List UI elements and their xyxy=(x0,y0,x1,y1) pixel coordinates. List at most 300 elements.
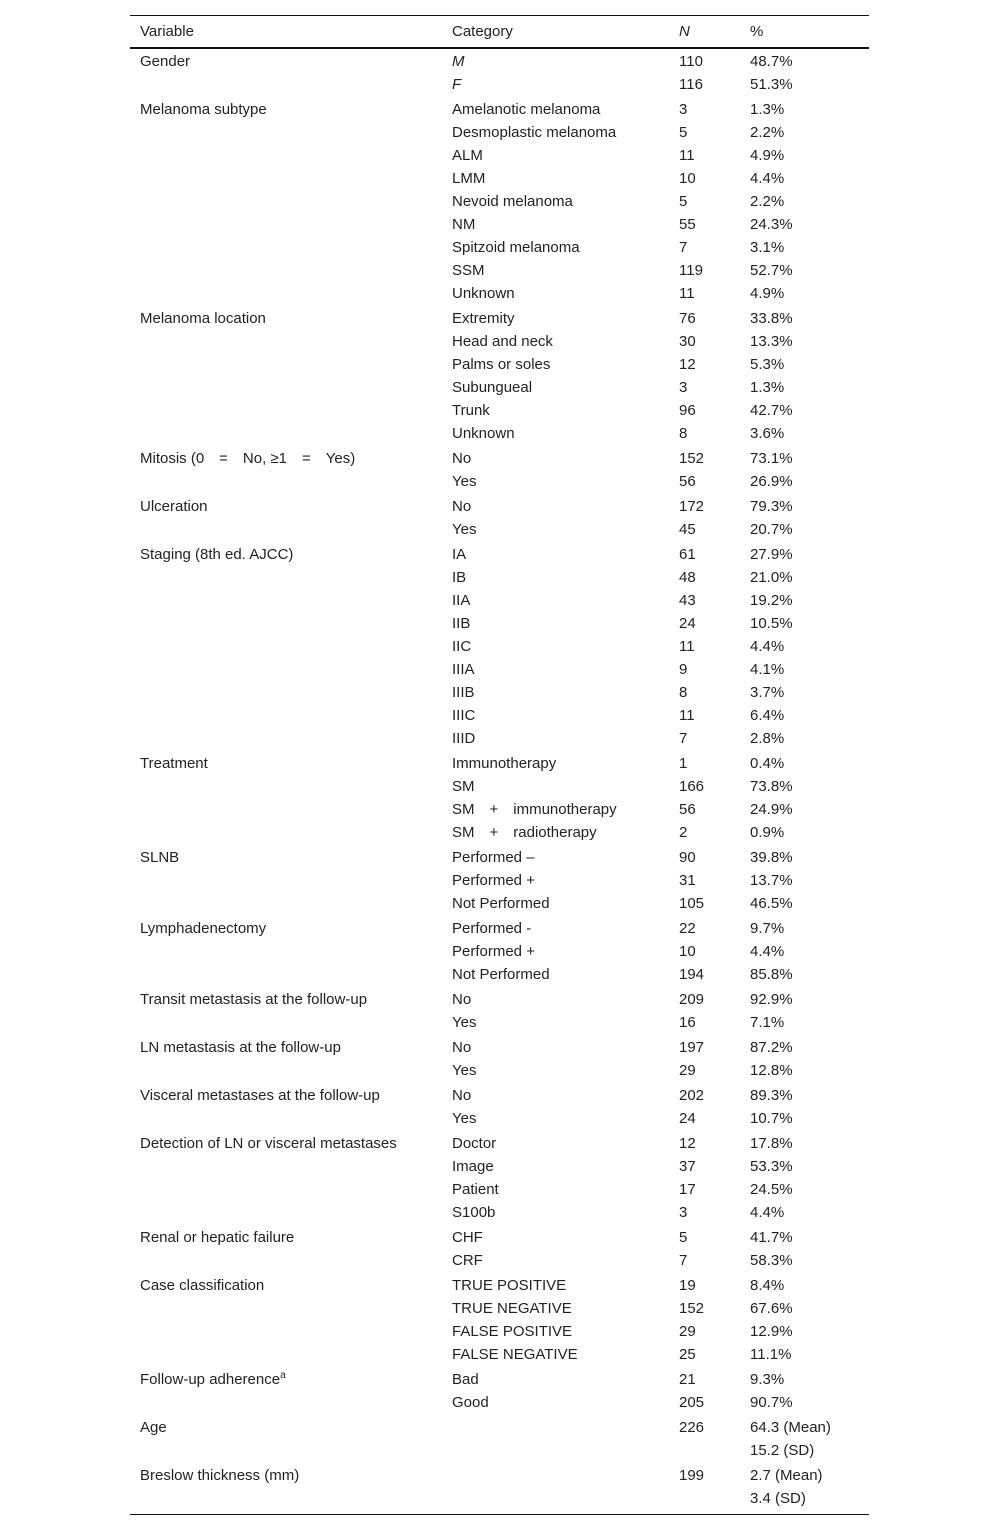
cell-variable xyxy=(130,750,442,775)
percent-value: 9.7% xyxy=(750,920,785,937)
cell-percent xyxy=(740,190,869,213)
table-row xyxy=(130,1059,869,1082)
cell-n: 29 xyxy=(679,1323,696,1340)
table-row xyxy=(130,144,869,167)
percent-value: 92.9% xyxy=(750,991,793,1008)
cell-percent xyxy=(740,445,869,470)
variable-label: Melanoma location xyxy=(140,310,266,327)
cell-percent xyxy=(740,73,869,96)
cell-category: Head and neck xyxy=(452,333,553,350)
cell-variable xyxy=(130,844,442,869)
cell-n: 5 xyxy=(679,124,688,141)
cell-n: 1 xyxy=(679,755,688,772)
cell-n: 17 xyxy=(679,1181,696,1198)
variable-label: Detection of LN or visceral metastases xyxy=(140,1135,397,1152)
cell-variable xyxy=(130,121,442,144)
cell-category: Doctor xyxy=(452,1135,497,1152)
cell-n: 11 xyxy=(679,147,695,164)
table-row xyxy=(130,259,869,282)
cell-variable xyxy=(130,798,442,821)
cell-percent xyxy=(740,1059,869,1082)
cell-variable xyxy=(130,635,442,658)
percent-value: 26.9% xyxy=(750,473,793,490)
cell-category: M xyxy=(452,53,465,70)
cell-percent xyxy=(740,236,869,259)
cell-n: 199 xyxy=(679,1467,705,1484)
cell-variable xyxy=(130,1201,442,1224)
cell-percent xyxy=(740,213,869,236)
cell-n: 202 xyxy=(679,1087,705,1104)
cell-percent xyxy=(740,1178,869,1201)
cell-percent xyxy=(740,821,869,844)
percent-value: 46.5% xyxy=(750,895,793,912)
cell-variable xyxy=(130,213,442,236)
cell-variable xyxy=(130,915,442,940)
cell-variable xyxy=(130,775,442,798)
cell-variable xyxy=(130,986,442,1011)
cell-category: Yes xyxy=(452,1014,477,1031)
cell-n: 90 xyxy=(679,849,696,866)
cell-n: 24 xyxy=(679,1110,696,1127)
cell-percent xyxy=(740,892,869,915)
cell-variable xyxy=(130,1391,442,1414)
cell-category: Trunk xyxy=(452,402,490,419)
cell-n: 55 xyxy=(679,216,696,233)
cell-variable xyxy=(130,470,442,493)
percent-value: 9.3% xyxy=(750,1371,785,1388)
cell-n: 105 xyxy=(679,895,705,912)
variable-label: LN metastasis at the follow-up xyxy=(140,1039,341,1056)
percent-value: 67.6% xyxy=(750,1300,793,1317)
percent-value: 10.5% xyxy=(750,615,793,632)
cell-percent xyxy=(740,1297,869,1320)
variable-label: Follow-up adherence xyxy=(140,1371,281,1388)
table-row xyxy=(130,1107,869,1130)
cell-variable xyxy=(130,1224,442,1249)
percent-value: 8.4% xyxy=(750,1277,785,1294)
table-row xyxy=(130,1391,869,1414)
cell-category: SM + radiotherapy xyxy=(452,824,597,841)
table-row xyxy=(130,1272,869,1297)
footnote-marker: a xyxy=(280,1370,286,1381)
cell-variable xyxy=(130,541,442,566)
cell-variable xyxy=(130,869,442,892)
variable-label: Ulceration xyxy=(140,498,208,515)
cell-percent xyxy=(740,963,869,986)
cell-category: Extremity xyxy=(452,310,515,327)
cell-category: Spitzoid melanoma xyxy=(452,239,580,256)
cell-category: Performed + xyxy=(452,872,535,889)
table-row xyxy=(130,190,869,213)
cell-category: Amelanotic melanoma xyxy=(452,101,601,118)
percent-value: 51.3% xyxy=(750,76,793,93)
table-row xyxy=(130,798,869,821)
percent-value: 3.1% xyxy=(750,239,785,256)
percent-value: 17.8% xyxy=(750,1135,793,1152)
percent-value: 13.3% xyxy=(750,333,793,350)
table-row xyxy=(130,493,869,518)
table-row xyxy=(130,213,869,236)
table-row xyxy=(130,1155,869,1178)
cell-variable xyxy=(130,1366,442,1391)
table-row xyxy=(130,121,869,144)
header-variable: Variable xyxy=(130,16,442,49)
percent-value: 10.7% xyxy=(750,1110,793,1127)
table-row xyxy=(130,399,869,422)
cell-percent xyxy=(740,282,869,305)
cell-category: CHF xyxy=(452,1229,483,1246)
cell-n: 24 xyxy=(679,615,696,632)
cell-category: No xyxy=(452,1039,472,1056)
variable-label: SLNB xyxy=(140,849,180,866)
cell-percent xyxy=(740,915,869,940)
cell-variable xyxy=(130,1107,442,1130)
percent-value: 0.9% xyxy=(750,824,785,841)
percent-value: 5.3% xyxy=(750,356,785,373)
table-row xyxy=(130,750,869,775)
cell-n: 172 xyxy=(679,498,705,515)
cell-variable xyxy=(130,422,442,445)
cell-n: 110 xyxy=(679,53,703,70)
cell-percent xyxy=(740,353,869,376)
cell-category: TRUE POSITIVE xyxy=(452,1277,567,1294)
table-row xyxy=(130,282,869,305)
percent-value: 27.9% xyxy=(750,546,793,563)
cell-category: IIIA xyxy=(452,661,475,678)
cell-percent xyxy=(740,1249,869,1272)
variable-label: Transit metastasis at the follow-up xyxy=(140,991,368,1008)
cell-n: 21 xyxy=(679,1371,696,1388)
cell-variable xyxy=(130,399,442,422)
cell-variable xyxy=(130,566,442,589)
cell-n: 7 xyxy=(679,239,688,256)
cell-percent xyxy=(740,376,869,399)
cell-n: 8 xyxy=(679,684,688,701)
cell-n: 61 xyxy=(679,546,696,563)
cell-percent xyxy=(740,844,869,869)
table-row xyxy=(130,1366,869,1391)
percent-value: 3.6% xyxy=(750,425,785,442)
cell-category: Unknown xyxy=(452,285,515,302)
table-row xyxy=(130,1224,869,1249)
cell-category: Performed - xyxy=(452,920,532,937)
table-row xyxy=(130,1343,869,1366)
cell-variable xyxy=(130,1155,442,1178)
table-row xyxy=(130,727,869,750)
cell-n: 11 xyxy=(679,707,695,724)
percent-value: 7.1% xyxy=(750,1014,785,1031)
cell-category xyxy=(442,1462,669,1515)
percent-value: 4.4% xyxy=(750,638,785,655)
cell-n: 76 xyxy=(679,310,696,327)
cell-n: 96 xyxy=(679,402,696,419)
cell-percent xyxy=(740,330,869,353)
cell-n: 166 xyxy=(679,778,705,795)
cell-percent xyxy=(740,1366,869,1391)
cell-n: 48 xyxy=(679,569,696,586)
cell-variable xyxy=(130,1462,442,1515)
cell-variable xyxy=(130,330,442,353)
cell-category: Performed + xyxy=(452,943,535,960)
cell-variable xyxy=(130,282,442,305)
percent-value: 12.8% xyxy=(750,1062,793,1079)
cell-category: Not Performed xyxy=(452,966,550,983)
cell-percent xyxy=(740,305,869,330)
percent-value: 3.7% xyxy=(750,684,785,701)
table-row xyxy=(130,869,869,892)
variable-label: Visceral metastases at the follow-up xyxy=(140,1087,380,1104)
percent-value: 2.7 (Mean) xyxy=(750,1467,823,1484)
table-row xyxy=(130,305,869,330)
header-percent: % xyxy=(740,16,869,49)
percent-value: 12.9% xyxy=(750,1323,793,1340)
cell-variable xyxy=(130,892,442,915)
variable-label: Melanoma subtype xyxy=(140,101,267,118)
table-row xyxy=(130,589,869,612)
percent-value: 58.3% xyxy=(750,1252,793,1269)
cell-percent xyxy=(740,612,869,635)
cell-percent xyxy=(740,259,869,282)
table-row xyxy=(130,844,869,869)
cell-category: Yes xyxy=(452,521,477,538)
percent-value: 13.7% xyxy=(750,872,793,889)
cell-category: S100b xyxy=(452,1204,496,1221)
cell-variable xyxy=(130,1178,442,1201)
cell-variable xyxy=(130,1034,442,1059)
cell-variable xyxy=(130,1082,442,1107)
table-row xyxy=(130,940,869,963)
cell-n: 119 xyxy=(679,262,703,279)
cell-category: IIIC xyxy=(452,707,476,724)
cell-category xyxy=(442,1414,669,1462)
cell-percent xyxy=(740,566,869,589)
descriptive-statistics-table xyxy=(130,15,869,1515)
table-row xyxy=(130,775,869,798)
cell-variable xyxy=(130,445,442,470)
cell-category: Performed – xyxy=(452,849,535,866)
cell-n: 19 xyxy=(679,1277,696,1294)
table-row xyxy=(130,704,869,727)
table-row xyxy=(130,422,869,445)
variable-label: Renal or hepatic failure xyxy=(140,1229,295,1246)
cell-percent xyxy=(740,1224,869,1249)
cell-variable xyxy=(130,190,442,213)
cell-category: IIA xyxy=(452,592,471,609)
cell-variable xyxy=(130,236,442,259)
cell-n: 152 xyxy=(679,450,705,467)
cell-variable xyxy=(130,376,442,399)
cell-n: 194 xyxy=(679,966,705,983)
percent-value: 4.9% xyxy=(750,147,785,164)
cell-variable xyxy=(130,259,442,282)
cell-percent xyxy=(740,470,869,493)
cell-category: No xyxy=(452,498,472,515)
cell-category: Nevoid melanoma xyxy=(452,193,573,210)
cell-n: 116 xyxy=(679,76,703,93)
variable-label: Staging (8th ed. AJCC) xyxy=(140,546,294,563)
variable-label: Mitosis (0 = No, ≥1 = Yes) xyxy=(140,450,356,467)
percent-value: 52.7% xyxy=(750,262,793,279)
cell-n: 7 xyxy=(679,730,688,747)
cell-category: Palms or soles xyxy=(452,356,551,373)
percent-value: 89.3% xyxy=(750,1087,793,1104)
cell-variable xyxy=(130,681,442,704)
cell-category: ALM xyxy=(452,147,483,164)
cell-n: 43 xyxy=(679,592,696,609)
cell-category: CRF xyxy=(452,1252,483,1269)
cell-variable xyxy=(130,658,442,681)
cell-percent xyxy=(740,1343,869,1366)
table-row xyxy=(130,376,869,399)
cell-variable xyxy=(130,493,442,518)
cell-n: 12 xyxy=(679,1135,696,1152)
table-row xyxy=(130,1130,869,1155)
cell-variable xyxy=(130,1249,442,1272)
percent-value: 64.3 (Mean) xyxy=(750,1419,831,1436)
cell-n: 11 xyxy=(679,285,695,302)
cell-n: 205 xyxy=(679,1394,705,1411)
table-row xyxy=(130,1249,869,1272)
cell-variable xyxy=(130,589,442,612)
table-row xyxy=(130,681,869,704)
cell-percent xyxy=(740,1414,869,1462)
cell-variable xyxy=(130,727,442,750)
percent-value: 1.3% xyxy=(750,101,785,118)
cell-category: Desmoplastic melanoma xyxy=(452,124,617,141)
table-row xyxy=(130,986,869,1011)
percent-value: 4.4% xyxy=(750,943,785,960)
cell-category: No xyxy=(452,450,472,467)
cell-n: 10 xyxy=(679,943,696,960)
cell-n: 2 xyxy=(679,824,688,841)
cell-category: Immunotherapy xyxy=(452,755,557,772)
percent-value: 73.8% xyxy=(750,778,793,795)
cell-variable xyxy=(130,1011,442,1034)
cell-category: IIIB xyxy=(452,684,475,701)
cell-variable xyxy=(130,73,442,96)
cell-variable xyxy=(130,963,442,986)
table-row xyxy=(130,1178,869,1201)
cell-percent xyxy=(740,399,869,422)
cell-percent xyxy=(740,1107,869,1130)
cell-variable xyxy=(130,96,442,121)
percent-value: 87.2% xyxy=(750,1039,793,1056)
table-row xyxy=(130,635,869,658)
percent-value: 33.8% xyxy=(750,310,793,327)
cell-category: Subungueal xyxy=(452,379,533,396)
table-row xyxy=(130,566,869,589)
cell-category: SSM xyxy=(452,262,485,279)
table-row xyxy=(130,1011,869,1034)
table-row xyxy=(130,1297,869,1320)
cell-percent xyxy=(740,704,869,727)
cell-n: 29 xyxy=(679,1062,696,1079)
cell-category: Image xyxy=(452,1158,494,1175)
table-row xyxy=(130,612,869,635)
cell-percent xyxy=(740,1201,869,1224)
cell-n: 56 xyxy=(679,473,696,490)
percent-value: 11.1% xyxy=(750,1346,792,1363)
cell-percent xyxy=(740,589,869,612)
percent-value: 4.4% xyxy=(750,170,785,187)
table-row xyxy=(130,963,869,986)
percent-value: 20.7% xyxy=(750,521,793,538)
table-row xyxy=(130,1414,869,1462)
cell-n: 209 xyxy=(679,991,705,1008)
cell-n: 37 xyxy=(679,1158,696,1175)
cell-category: Not Performed xyxy=(452,895,550,912)
cell-percent xyxy=(740,869,869,892)
cell-n: 11 xyxy=(679,638,695,655)
cell-n: 22 xyxy=(679,920,696,937)
table-row xyxy=(130,1082,869,1107)
cell-variable xyxy=(130,518,442,541)
cell-category: IA xyxy=(452,546,467,563)
cell-n: 8 xyxy=(679,425,688,442)
cell-percent xyxy=(740,518,869,541)
cell-variable xyxy=(130,1297,442,1320)
cell-percent xyxy=(740,1034,869,1059)
cell-variable xyxy=(130,305,442,330)
percent-value: 53.3% xyxy=(750,1158,793,1175)
cell-category: LMM xyxy=(452,170,486,187)
percent-value: 4.9% xyxy=(750,285,785,302)
table-row xyxy=(130,658,869,681)
cell-variable xyxy=(130,144,442,167)
cell-n: 7 xyxy=(679,1252,688,1269)
cell-category: IB xyxy=(452,569,467,586)
variable-label: Lymphadenectomy xyxy=(140,920,267,937)
cell-percent xyxy=(740,1391,869,1414)
header-row xyxy=(130,16,869,49)
percent-value: 4.4% xyxy=(750,1204,785,1221)
percent-value: 2.2% xyxy=(750,193,785,210)
percent-value: 42.7% xyxy=(750,402,793,419)
cell-category: IIC xyxy=(452,638,472,655)
cell-n: 45 xyxy=(679,521,696,538)
percent-value: 90.7% xyxy=(750,1394,793,1411)
cell-percent xyxy=(740,1155,869,1178)
sd-value: 3.4 (SD) xyxy=(750,1490,806,1507)
cell-category: FALSE POSITIVE xyxy=(452,1323,573,1340)
cell-percent xyxy=(740,167,869,190)
percent-value: 73.1% xyxy=(750,450,793,467)
percent-value: 24.9% xyxy=(750,801,793,818)
cell-variable xyxy=(130,1414,442,1462)
cell-category: No xyxy=(452,1087,472,1104)
cell-n: 56 xyxy=(679,801,696,818)
variable-label: Breslow thickness (mm) xyxy=(140,1467,300,1484)
percent-value: 41.7% xyxy=(750,1229,793,1246)
table-row xyxy=(130,892,869,915)
percent-value: 2.2% xyxy=(750,124,785,141)
percent-value: 4.1% xyxy=(750,661,785,678)
cell-n: 5 xyxy=(679,193,688,210)
variable-label: Gender xyxy=(140,53,191,70)
table-row xyxy=(130,167,869,190)
variable-label: Age xyxy=(140,1419,167,1436)
cell-percent xyxy=(740,775,869,798)
percent-value: 2.8% xyxy=(750,730,785,747)
cell-percent xyxy=(740,1130,869,1155)
cell-variable xyxy=(130,612,442,635)
cell-category: TRUE NEGATIVE xyxy=(452,1300,572,1317)
cell-percent xyxy=(740,1082,869,1107)
table-row xyxy=(130,236,869,259)
cell-percent xyxy=(740,635,869,658)
cell-percent xyxy=(740,986,869,1011)
table-row xyxy=(130,518,869,541)
